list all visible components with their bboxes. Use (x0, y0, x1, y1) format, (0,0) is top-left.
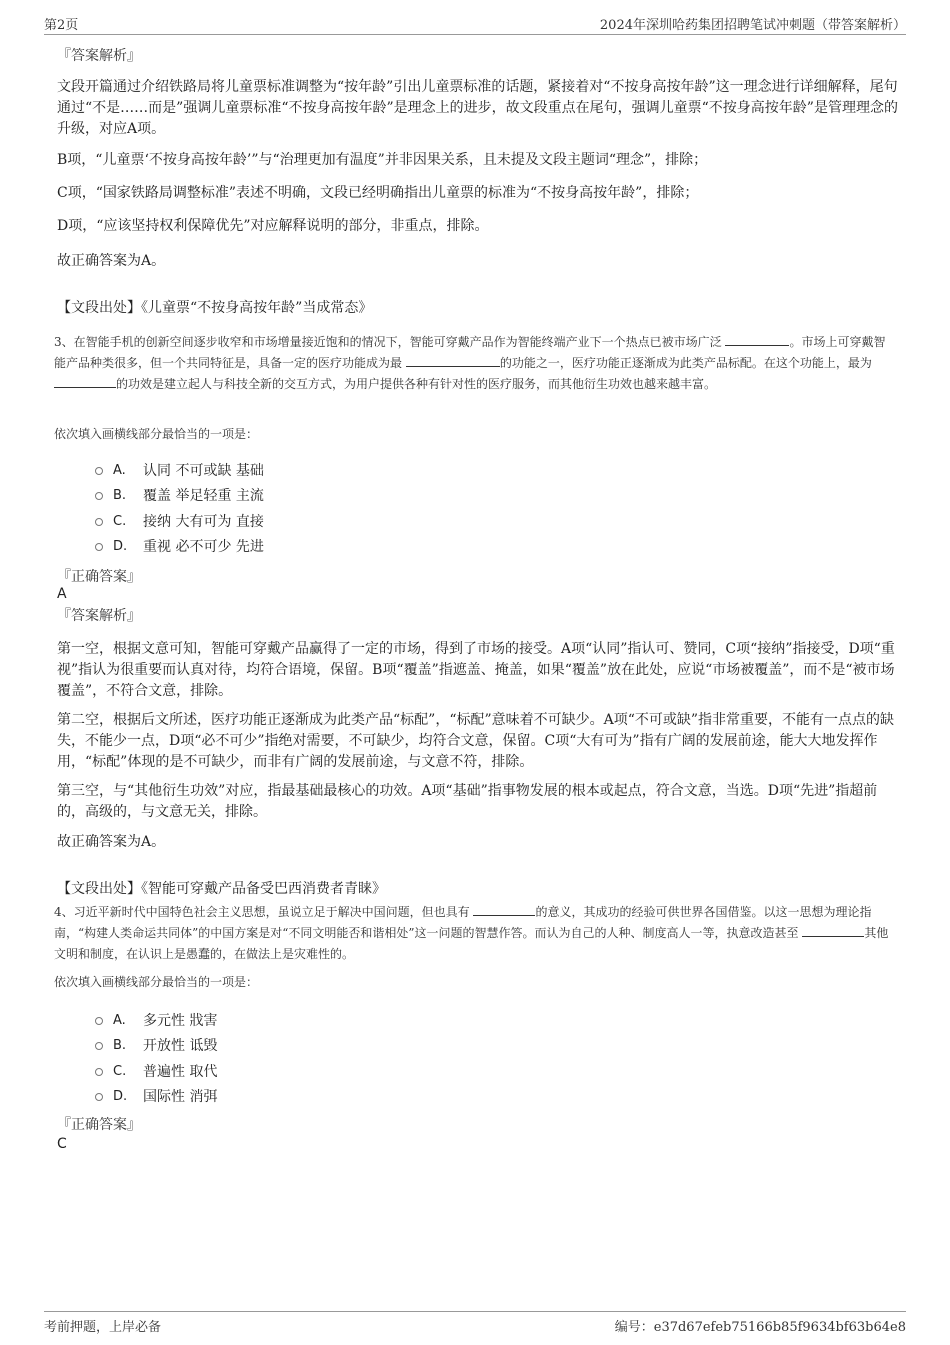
option-c[interactable]: C. 普遍性 取代 (95, 1059, 217, 1085)
radio-icon[interactable] (95, 543, 103, 551)
source-citation: 【文段出处】《儿童票“不按身高按年龄”当成常态》 (57, 300, 373, 316)
option-b[interactable]: B. 开放性 诋毁 (95, 1034, 217, 1060)
analysis-paragraph: 文段开篇通过介绍铁路局将儿童票标准调整为“按年龄”引出儿童票标准的话题，紧接着对“不按身高按年龄”这一理念进行详细解释，尾句通过“不是……而是”强调儿童票标准“不按身高按年龄”是理念上的进步，故文段重点在尾句，强调儿童票“不按身高按年龄”是管理理念的升级，对应A项。 (57, 79, 898, 137)
option-d[interactable]: D. 重视 必不可少 先进 (95, 535, 264, 561)
fill-blank (802, 923, 864, 937)
option-list (95, 458, 264, 560)
radio-icon[interactable] (95, 1068, 103, 1076)
radio-icon[interactable] (95, 1093, 103, 1101)
question-instruction: 依次填入画横线部分最恰当的一项是： (54, 427, 259, 441)
analysis-label: 『答案解析』 (57, 48, 141, 64)
conclusion: 故正确答案为A。 (57, 253, 166, 269)
radio-icon[interactable] (95, 1042, 103, 1050)
option-a[interactable]: A. 多元性 戕害 (95, 1008, 217, 1034)
fill-blank (725, 332, 789, 346)
option-a[interactable]: A. 认同 不可或缺 基础 (95, 458, 264, 484)
option-list (95, 1008, 217, 1110)
conclusion: 故正确答案为A。 (57, 834, 166, 850)
question-instruction: 依次填入画横线部分最恰当的一项是： (54, 975, 259, 989)
fill-blank (406, 353, 500, 367)
analysis-paragraph: B项，“儿童票‘不按身高按年龄’”与“治理更加有温度”并非因果关系，且未提及文段主题词“理念”，排除； (57, 152, 708, 168)
document-id: 编号：e37d67efeb75166b85f9634bf63b64e8 (614, 1320, 906, 1335)
fill-blank (473, 902, 535, 916)
footer-slogan: 考前押题，上岸必备 (44, 1320, 162, 1335)
page-number: 第2页 (44, 18, 79, 33)
answer-label: 『正确答案』 (57, 569, 141, 585)
analysis-paragraph: D项，“应该坚持权利保障优先”对应解释说明的部分，非重点，排除。 (57, 218, 489, 234)
option-d[interactable]: D. 国际性 消弭 (95, 1085, 217, 1111)
radio-icon[interactable] (95, 1017, 103, 1025)
option-c[interactable]: C. 接纳 大有可为 直接 (95, 509, 264, 535)
document-title: 2024年深圳哈药集团招聘笔试冲刺题（带答案解析） (599, 18, 906, 33)
question-stem-3: 3、在智能手机的创新空间逐步收窄和市场增量接近饱和的情况下，智能可穿戴产品作为智能终端产业下一个热点已被市场广泛 。市场上可穿戴智能产品种类很多，但一个共同特征是，具备一定的医疗功能成为最 的功能之一，医疗功能正逐渐成为此类产品标配。在这个功能上，最为 的功效是建立起人与科技全新的交互方式，为用户提供各种有针对性的医疗服务，而其他衍生功效也越来越丰富。 (54, 332, 894, 395)
radio-icon[interactable] (95, 492, 103, 500)
answer-label: 『正确答案』 (57, 1117, 141, 1133)
page-header (44, 14, 906, 35)
analysis-paragraph: 第三空，与“其他衍生功效”对应，指最基础最核心的功效。A项“基础”指事物发展的根本或起点，符合文意，当选。D项“先进”指超前的，高级的，与文意无关，排除。 (57, 783, 878, 820)
analysis-label: 『答案解析』 (57, 608, 141, 624)
fill-blank (54, 374, 116, 388)
analysis-paragraph: C项，“国家铁路局调整标准”表述不明确，文段已经明确指出儿童票的标准为“不按身高按年龄”，排除； (57, 185, 699, 201)
analysis-paragraph: 第二空，根据后文所述，医疗功能正逐渐成为此类产品“标配”，“标配”意味着不可缺少。A项“不可或缺”指非常重要，不能有一点点的缺失，不能少一点，D项“必不可少”指绝对需要，不可缺少，均符合文意，保留。C项“大有可为”指有广阔的发展前途，能大大地发挥作用，“标配”体现的是不可缺少，而非有广阔的发展前途，与文意不符，排除。 (57, 712, 895, 770)
source-citation: 【文段出处】《智能可穿戴产品备受巴西消费者青睐》 (57, 881, 386, 897)
page-footer (44, 1311, 906, 1336)
correct-answer: C (57, 1136, 67, 1152)
radio-icon[interactable] (95, 467, 103, 475)
analysis-paragraph: 第一空，根据文意可知，智能可穿戴产品赢得了一定的市场，得到了市场的接受。A项“认同”指认可、赞同，C项“接纳”指接受，D项“重视”指认为很重要而认真对待，均符合语境，保留。B项“覆盖”指遮盖、掩盖，如果“覆盖”放在此处，应说“市场被覆盖”，而不是“被市场覆盖”，不符合文意，排除。 (57, 641, 895, 699)
correct-answer: A (57, 586, 67, 602)
radio-icon[interactable] (95, 518, 103, 526)
question-stem-4: 4、习近平新时代中国特色社会主义思想，虽说立足于解决中国问题，但也具有 的意义，其成功的经验可供世界各国借鉴。以这一思想为理论指南，“构建人类命运共同体”的中国方案是对“不同文明能否和谐相处”这一问题的智慧作答。而认为自己的人种、制度高人一等，执意改造甚至 其他文明和制度，在认识上是愚蠢的，在做法上是灾难性的。 (54, 902, 894, 965)
option-b[interactable]: B. 覆盖 举足轻重 主流 (95, 484, 264, 510)
